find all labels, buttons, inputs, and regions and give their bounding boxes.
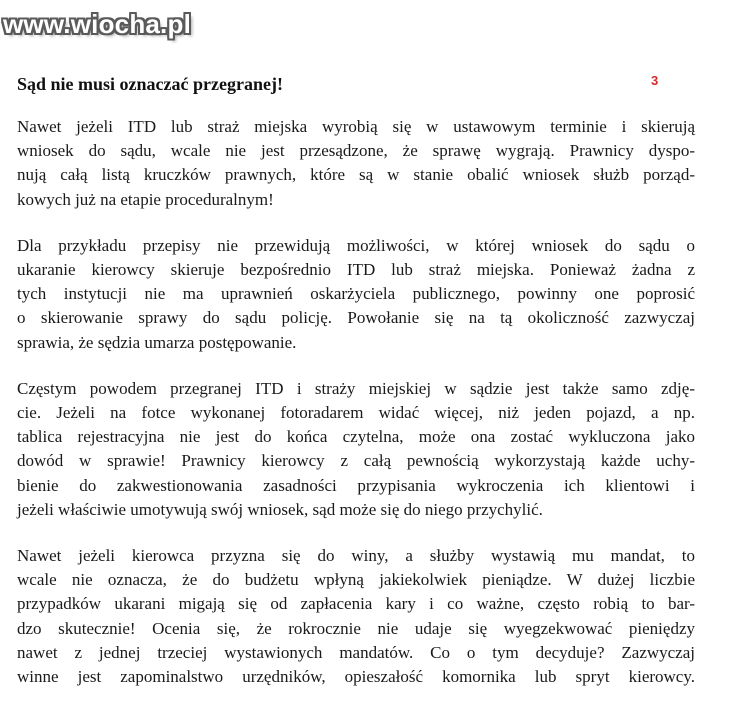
page-number: 3 xyxy=(651,73,659,88)
text-line: bienie do zakwestionowania zasadności przypisania wykroczenia ich klientowi i xyxy=(17,475,695,495)
site-watermark: www.wiocha.pl xyxy=(3,9,191,39)
text-line: kowych już na etapie proceduralnym! xyxy=(17,189,274,209)
text-line: jeżeli właściwie umotywują swój wniosek, sąd może się do niego przychylić. xyxy=(17,499,543,519)
text-line: ukaranie kierowcy skieruje bezpośrednio ITD lub straż miejska. Ponieważ żadna z xyxy=(17,260,695,280)
text-line: dowód w sprawie! Prawnicy kierowcy z całą pewnością wykorzystają każde uchy- xyxy=(17,451,695,471)
paragraph-4 xyxy=(17,544,695,689)
text-line: Nawet jeżeli kierowca przyzna się do winy, a służby wystawią mu mandat, to xyxy=(17,546,695,566)
article-body xyxy=(17,115,695,711)
text-line: przypadków ukarani migają się od zapłacenia kary i co ważne, często robią to bar- xyxy=(17,594,695,614)
text-line: cie. Jeżeli na fotce wykonanej fotoradarem widać więcej, niż jeden pojazd, a np. xyxy=(17,403,695,423)
text-line: Dla przykładu przepisy nie przewidują możliwości, w której wniosek do sądu o xyxy=(17,235,695,255)
text-line: winne jest zapominalstwo urzędników, opieszałość komornika lub spryt kierowcy. xyxy=(17,667,695,687)
text-line: nują całą listą kruczków prawnych, które są w stanie obalić wniosek służb porząd- xyxy=(17,165,695,185)
text-line: Częstym powodem przegranej ITD i straży miejskiej w sądzie jest także samo zdję- xyxy=(17,378,695,398)
text-line: Nawet jeżeli ITD lub straż miejska wyrobią się w ustawowym terminie i skierują xyxy=(17,117,695,136)
text-line: sprawia, że sędzia umarza postępowanie. xyxy=(17,332,297,352)
paragraph-1 xyxy=(17,115,695,212)
text-line: wniosek do sądu, wcale nie jest przesądzone, że sprawę wygrają. Prawnicy dyspo- xyxy=(17,141,695,161)
paragraph-3 xyxy=(17,377,695,522)
text-line: tych instytucji nie ma uprawnień oskarżyciela publicznego, powinny one poprosić xyxy=(17,284,695,304)
text-line: dzo skutecznie! Ocenia się, że rokrocznie nie udaje się wyegzekwować pieniędzy xyxy=(17,618,695,638)
article-heading: Sąd nie musi oznaczać przegranej! xyxy=(17,74,283,94)
paragraph-2 xyxy=(17,234,695,355)
text-line: tablica rejestracyjna nie jest do końca czytelna, może ona zostać wykluczona jako xyxy=(17,427,695,447)
text-line: nawet z jednej trzeciej wystawionych mandatów. Co o tym decyduje? Zazwyczaj xyxy=(17,642,695,662)
text-line: o skierowanie sprawy do sądu policję. Powołanie się na tą okoliczność zazwyczaj xyxy=(17,308,695,328)
text-line: wcale nie oznacza, że do budżetu wpłyną jakiekolwiek pieniądze. W dużej liczbie xyxy=(17,570,695,590)
